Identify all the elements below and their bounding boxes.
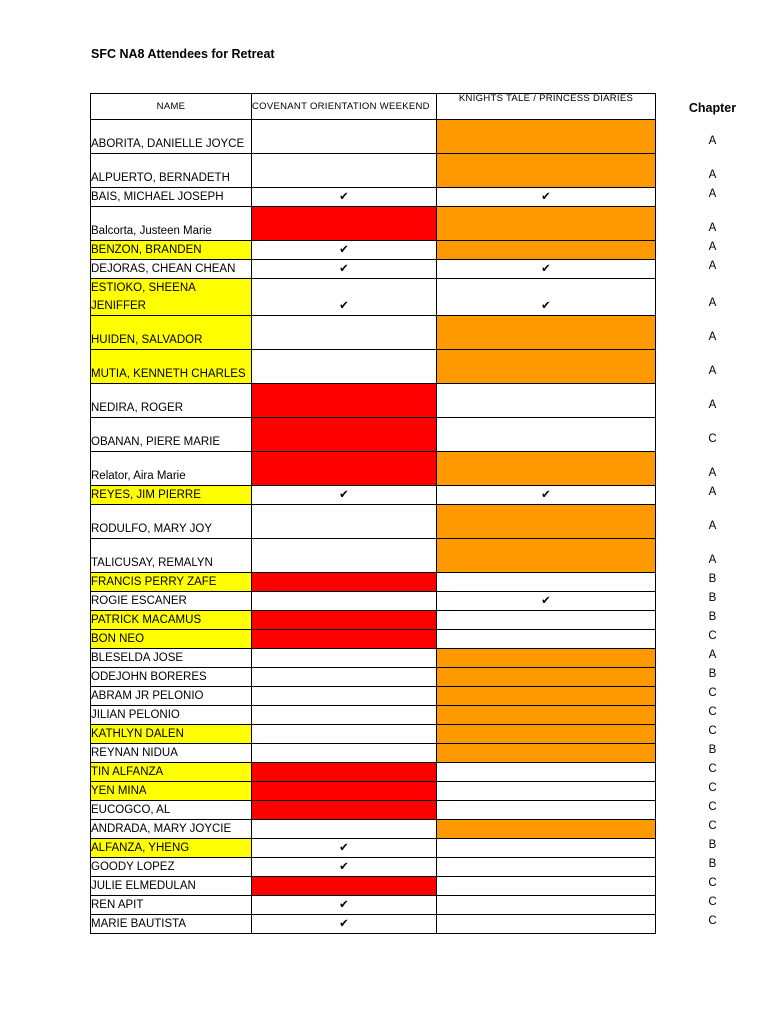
table-row (91, 896, 656, 915)
knights-tale-cell (437, 539, 656, 573)
chapter-value: C (708, 629, 717, 642)
chapter-value: A (708, 364, 717, 377)
table-row (91, 668, 656, 687)
table-row (91, 188, 656, 207)
header-chapter: Chapter (688, 101, 737, 115)
knights-tale-cell (437, 763, 656, 782)
chapter-value: A (708, 398, 717, 411)
table-row (91, 592, 656, 611)
table-row (91, 207, 656, 241)
attendee-name: TIN ALFANZA (91, 763, 252, 782)
table-row (91, 316, 656, 350)
covenant-cell (252, 120, 437, 154)
attendee-name: YEN MINA (91, 782, 252, 801)
knights-tale-cell (437, 820, 656, 839)
attendee-name: NEDIRA, ROGER (91, 384, 252, 418)
attendee-name: GOODY LOPEZ (91, 858, 252, 877)
attendee-name: REN APIT (91, 896, 252, 915)
covenant-cell (252, 573, 437, 592)
table-row (91, 801, 656, 820)
covenant-cell (252, 384, 437, 418)
chapter-value: C (708, 781, 717, 794)
covenant-cell (252, 350, 437, 384)
knights-tale-cell (437, 350, 656, 384)
chapter-value: B (708, 838, 717, 851)
knights-tale-cell (437, 241, 656, 260)
attendee-name: Relator, Aira Marie (91, 452, 252, 486)
chapter-value: A (708, 330, 717, 343)
chapter-value: A (708, 134, 717, 147)
table-row (91, 260, 656, 279)
table-body (91, 120, 656, 934)
chapter-value: A (708, 240, 717, 253)
attendee-name: BAIS, MICHAEL JOSEPH (91, 188, 252, 207)
attendee-name: BLESELDA JOSE (91, 649, 252, 668)
covenant-cell (252, 820, 437, 839)
covenant-cell (252, 207, 437, 241)
knights-tale-cell (437, 801, 656, 820)
table-row (91, 839, 656, 858)
attendee-name: ROGIE ESCANER (91, 592, 252, 611)
chapter-value: B (708, 591, 717, 604)
knights-tale-cell (437, 744, 656, 763)
attendee-name: MARIE BAUTISTA (91, 915, 252, 934)
knights-tale-cell (437, 782, 656, 801)
attendees-table (90, 93, 656, 934)
covenant-cell (252, 763, 437, 782)
knights-tale-cell: ✔ (437, 279, 656, 316)
header-knights-tale: KNIGHTS TALE / PRINCESS DIARIES (437, 94, 656, 120)
knights-tale-cell (437, 839, 656, 858)
covenant-cell (252, 725, 437, 744)
chapter-value: A (708, 553, 717, 566)
chapter-value: B (708, 572, 717, 585)
chapter-value: B (708, 743, 717, 756)
knights-tale-cell (437, 611, 656, 630)
chapter-value: C (708, 705, 717, 718)
chapter-value: A (708, 485, 717, 498)
knights-tale-cell (437, 452, 656, 486)
chapter-value: C (708, 914, 717, 927)
attendee-name: ESTIOKO, SHEENA JENIFFER (91, 279, 252, 316)
table-row (91, 573, 656, 592)
knights-tale-cell (437, 418, 656, 452)
attendee-name: JILIAN PELONIO (91, 706, 252, 725)
knights-tale-cell (437, 706, 656, 725)
covenant-cell (252, 877, 437, 896)
knights-tale-cell (437, 505, 656, 539)
table-row (91, 820, 656, 839)
table-row (91, 877, 656, 896)
table-row (91, 418, 656, 452)
table-row (91, 649, 656, 668)
table-row (91, 744, 656, 763)
attendee-name: TALICUSAY, REMALYN (91, 539, 252, 573)
attendee-name: PATRICK MACAMUS (91, 611, 252, 630)
covenant-cell (252, 801, 437, 820)
attendee-name: BON NEO (91, 630, 252, 649)
knights-tale-cell (437, 858, 656, 877)
attendee-name: Balcorta, Justeen Marie (91, 207, 252, 241)
attendee-name: RODULFO, MARY JOY (91, 505, 252, 539)
header-covenant: COVENANT ORIENTATION WEEKEND (252, 94, 437, 120)
attendee-name: ANDRADA, MARY JOYCIE (91, 820, 252, 839)
table-header-row (91, 94, 656, 120)
knights-tale-cell (437, 896, 656, 915)
attendee-name: HUIDEN, SALVADOR (91, 316, 252, 350)
chapter-value: C (708, 800, 717, 813)
chapter-value: A (708, 259, 717, 272)
covenant-cell: ✔ (252, 896, 437, 915)
attendee-name: ALPUERTO, BERNADETH (91, 154, 252, 188)
knights-tale-cell (437, 384, 656, 418)
chapter-value: A (708, 221, 717, 234)
attendee-name: ALFANZA, YHENG (91, 839, 252, 858)
chapter-value: A (708, 648, 717, 661)
covenant-cell (252, 649, 437, 668)
knights-tale-cell (437, 316, 656, 350)
chapter-value: B (708, 667, 717, 680)
knights-tale-cell (437, 915, 656, 934)
covenant-cell (252, 630, 437, 649)
table-row (91, 706, 656, 725)
table-row (91, 763, 656, 782)
covenant-cell (252, 592, 437, 611)
attendee-name: REYES, JIM PIERRE (91, 486, 252, 505)
knights-tale-cell (437, 877, 656, 896)
covenant-cell (252, 316, 437, 350)
covenant-cell (252, 706, 437, 725)
knights-tale-cell (437, 573, 656, 592)
chapter-value: C (708, 724, 717, 737)
chapter-value: A (708, 168, 717, 181)
table-row (91, 539, 656, 573)
chapter-value: C (708, 819, 717, 832)
attendee-name: ABORITA, DANIELLE JOYCE (91, 120, 252, 154)
knights-tale-cell (437, 207, 656, 241)
table-row (91, 279, 656, 316)
knights-tale-cell (437, 630, 656, 649)
table-row (91, 505, 656, 539)
attendee-name: FRANCIS PERRY ZAFE (91, 573, 252, 592)
covenant-cell (252, 611, 437, 630)
covenant-cell (252, 505, 437, 539)
chapter-value: A (708, 519, 717, 532)
chapter-value: C (708, 876, 717, 889)
chapter-value: A (708, 296, 717, 309)
chapter-value: B (708, 610, 717, 623)
attendee-name: MUTIA, KENNETH CHARLES (91, 350, 252, 384)
knights-tale-cell: ✔ (437, 592, 656, 611)
attendee-name: EUCOGCO, AL (91, 801, 252, 820)
knights-tale-cell: ✔ (437, 188, 656, 207)
attendee-name: JULIE ELMEDULAN (91, 877, 252, 896)
chapter-value: C (708, 686, 717, 699)
chapter-value: A (708, 187, 717, 200)
covenant-cell (252, 744, 437, 763)
covenant-cell: ✔ (252, 188, 437, 207)
knights-tale-cell (437, 649, 656, 668)
table-row (91, 486, 656, 505)
table-row (91, 915, 656, 934)
chapter-value: B (708, 857, 717, 870)
covenant-cell (252, 452, 437, 486)
table-row (91, 154, 656, 188)
attendee-name: REYNAN NIDUA (91, 744, 252, 763)
covenant-cell: ✔ (252, 486, 437, 505)
chapter-value: C (708, 762, 717, 775)
table-row (91, 782, 656, 801)
chapter-value: C (708, 895, 717, 908)
knights-tale-cell (437, 154, 656, 188)
covenant-cell: ✔ (252, 260, 437, 279)
covenant-cell: ✔ (252, 839, 437, 858)
attendee-name: ABRAM JR PELONIO (91, 687, 252, 706)
covenant-cell (252, 154, 437, 188)
covenant-cell (252, 687, 437, 706)
covenant-cell: ✔ (252, 915, 437, 934)
table-row (91, 858, 656, 877)
knights-tale-cell: ✔ (437, 486, 656, 505)
covenant-cell (252, 668, 437, 687)
covenant-cell: ✔ (252, 279, 437, 316)
covenant-cell (252, 418, 437, 452)
attendee-name: DEJORAS, CHEAN CHEAN (91, 260, 252, 279)
knights-tale-cell (437, 725, 656, 744)
attendee-name: OBANAN, PIERE MARIE (91, 418, 252, 452)
covenant-cell: ✔ (252, 858, 437, 877)
covenant-cell (252, 539, 437, 573)
covenant-cell: ✔ (252, 241, 437, 260)
table-row (91, 241, 656, 260)
header-name: NAME (91, 94, 252, 120)
knights-tale-cell (437, 687, 656, 706)
table-row (91, 350, 656, 384)
table-row (91, 630, 656, 649)
table-row (91, 384, 656, 418)
attendee-name: ODEJOHN BORERES (91, 668, 252, 687)
knights-tale-cell (437, 668, 656, 687)
table-row (91, 452, 656, 486)
attendee-name: BENZON, BRANDEN (91, 241, 252, 260)
covenant-cell (252, 782, 437, 801)
chapter-value: A (708, 466, 717, 479)
knights-tale-cell (437, 120, 656, 154)
table-row (91, 120, 656, 154)
table-row (91, 611, 656, 630)
knights-tale-cell: ✔ (437, 260, 656, 279)
attendee-name: KATHLYN DALEN (91, 725, 252, 744)
chapter-value: C (708, 432, 717, 445)
table-row (91, 725, 656, 744)
table-row (91, 687, 656, 706)
document-title: SFC NA8 Attendees for Retreat (91, 47, 275, 61)
